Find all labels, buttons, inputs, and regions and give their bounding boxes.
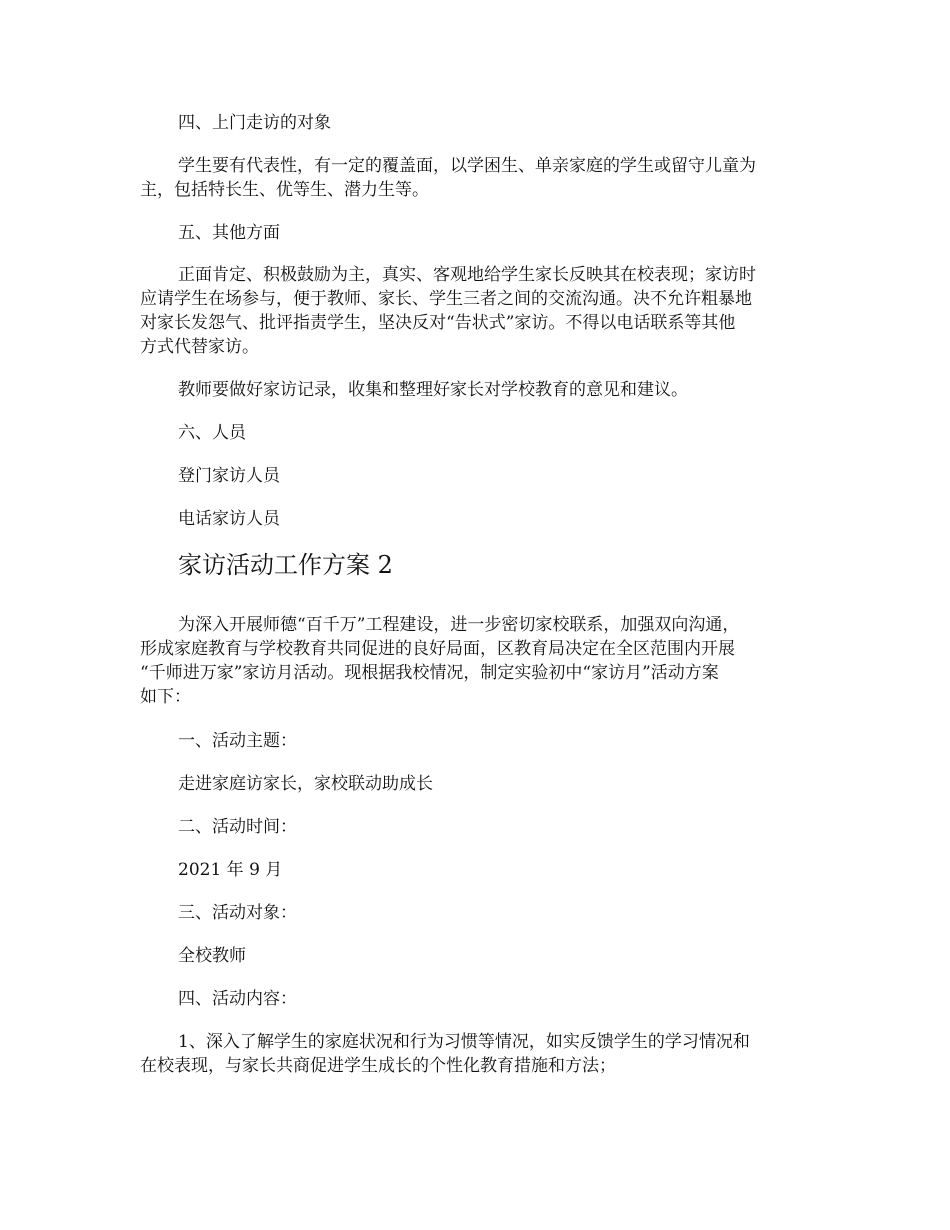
paragraph-line: 电话家访人员	[178, 509, 280, 529]
paragraph-line: 教师要做好家访记录，收集和整理好家长对学校教育的意见和建议。	[178, 380, 688, 400]
paragraph-line: “千师进万家”家访月活动。现根据我校情况，制定实验初中“家访月”活动方案	[140, 663, 719, 683]
paragraph-line: 全校教师	[178, 946, 246, 966]
section-heading: 三、活动对象：	[178, 903, 297, 923]
paragraph-line: 主，包括特长生、优等生、潜力生等。	[140, 180, 429, 200]
paragraph-line: 应请学生在场参与，便于教师、家长、学生三者之间的交流沟通。决不允许粗暴地	[140, 289, 752, 309]
paragraph-line: 对家长发怨气、批评指责学生，坚决反对“告状式”家访。不得以电话联系等其他	[140, 313, 736, 333]
paragraph-line: 学生要有代表性，有一定的覆盖面，以学困生、单亲家庭的学生或留守儿童为	[178, 156, 756, 176]
section-heading-5: 五、其他方面	[178, 223, 280, 243]
section-heading: 四、活动内容：	[178, 989, 297, 1009]
section-heading: 二、活动时间：	[178, 817, 297, 837]
paragraph-line: 登门家访人员	[178, 466, 280, 486]
paragraph-line: 如下：	[140, 687, 191, 707]
paragraph-line: 为深入开展师德“百千万”工程建设，进一步密切家校联系，加强双向沟通，	[178, 615, 740, 635]
section-heading-4: 四、上门走访的对象	[178, 113, 331, 133]
paragraph-line: 走进家庭访家长，家校联动助成长	[178, 774, 433, 794]
section-heading: 一、活动主题：	[178, 731, 297, 751]
paragraph-line: 形成家庭教育与学校教育共同促进的良好局面，区教育局决定在全区范围内开展	[140, 639, 735, 659]
paragraph-line: 方式代替家访。	[140, 337, 259, 357]
paragraph-line: 正面肯定、积极鼓励为主，真实、客观地给学生家长反映其在校表现；家访时	[178, 265, 756, 285]
document-title: 家访活动工作方案 2	[178, 551, 393, 579]
paragraph-line: 在校表现，与家长共商促进学生成长的个性化教育措施和方法；	[140, 1056, 616, 1076]
paragraph-line: 1、深入了解学生的家庭状况和行为习惯等情况，如实反馈学生的学习情况和	[178, 1032, 750, 1052]
section-heading-6: 六、人员	[178, 423, 246, 443]
paragraph-line: 2021 年 9 月	[178, 860, 283, 880]
